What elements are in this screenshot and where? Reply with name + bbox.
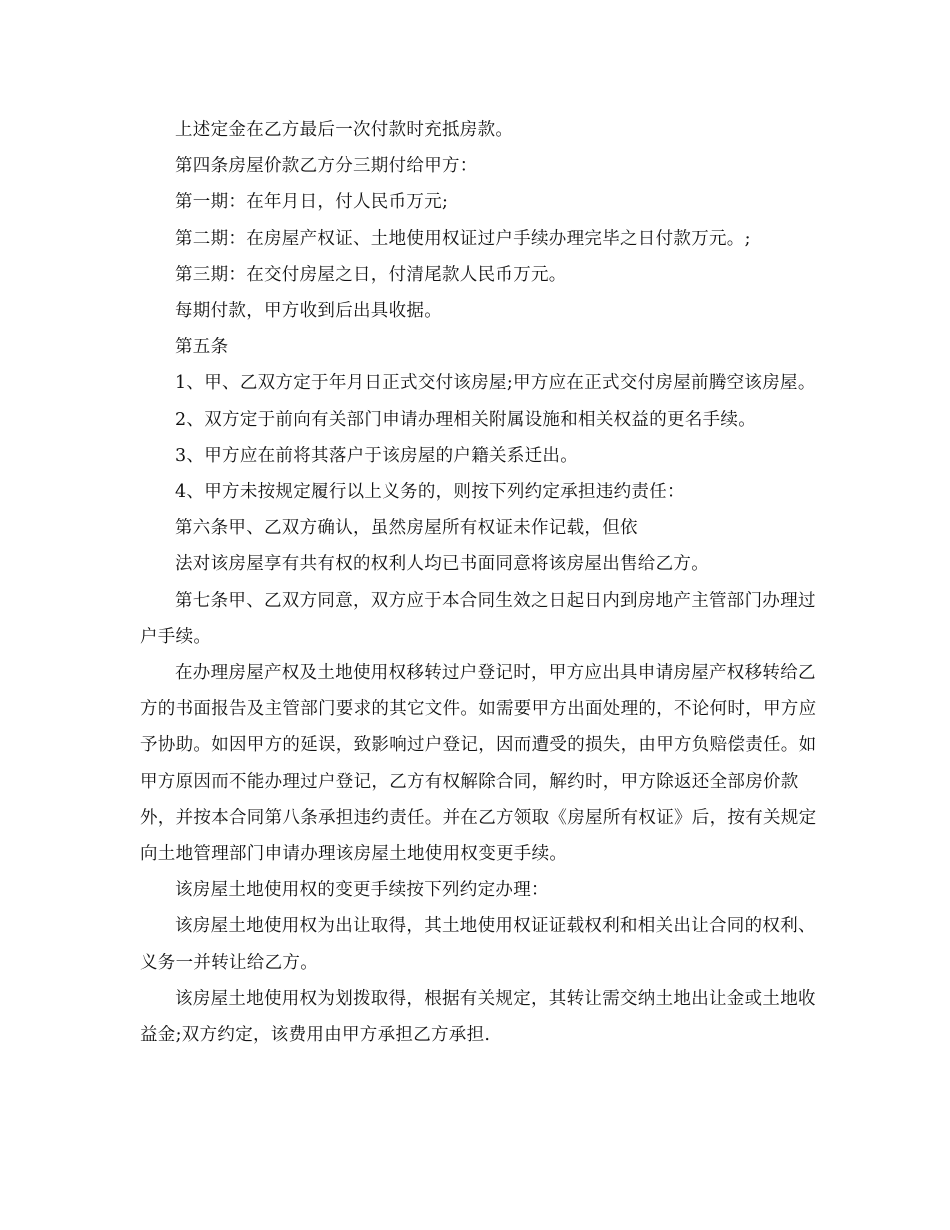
paragraph-installment-3: 第三期：在交付房屋之日，付清尾款人民币万元。	[175, 264, 567, 285]
paragraph-article-6-line-2: 法对该房屋享有共有权的权利人均已书面同意将该房屋出售给乙方。	[175, 554, 709, 575]
paragraph-deposit-offset: 上述定金在乙方最后一次付款时充抵房款。	[175, 120, 514, 140]
paragraph-article-4: 第四条房屋价款乙方分三期付给甲方：	[175, 156, 478, 177]
paragraph-installment-2: 第二期：在房屋产权证、土地使用权证过户手续办理完毕之日付款万元。;	[175, 228, 751, 249]
paragraph-article-5-item-1: 1、甲、乙双方定于年月日正式交付该房屋;甲方应在正式交付房屋前腾空该房屋。	[175, 373, 816, 394]
paragraph-article-5-item-4: 4、甲方未按规定履行以上义务的，则按下列约定承担违约责任：	[175, 482, 685, 503]
paragraph-receipt: 每期付款，甲方收到后出具收据。	[175, 301, 442, 322]
paragraph-article-5-item-2: 2、双方定于前向有关部门申请办理相关附属设施和相关权益的更名手续。	[175, 409, 757, 430]
paragraph-article-5-heading: 第五条	[175, 337, 229, 358]
paragraph-article-6-line-1: 第六条甲、乙双方确认，虽然房屋所有权证未作记载，但依	[175, 518, 638, 539]
paragraph-article-7: 第七条甲、乙双方同意，双方应于本合同生效之日起日内到房地产主管部门办理过户手续。	[140, 590, 816, 647]
paragraph-land-use-change: 该房屋土地使用权的变更手续按下列约定办理：	[175, 880, 549, 901]
paragraph-article-5-item-3: 3、甲方应在前将其落户于该房屋的户籍关系迁出。	[175, 445, 579, 466]
document-body	[140, 112, 820, 1053]
paragraph-transfer-registration: 在办理房屋产权及土地使用权移转过户登记时，甲方应出具申请房屋产权移转给乙方的书面报告及主管部门要求的其它文件。如需要甲方出面处理的，不论何时，甲方应予协助。如因甲方的延误，致影响过户登记，因而遭受的损失，由甲方负赔偿责任。如甲方原因而不能办理过户登记，乙方有权解除合同，解约时，甲方除返还全部房价款外，并按本合同第八条承担违约责任。并在乙方领取《房屋所有权证》后，按有关规定向土地管理部门申请办理该房屋土地使用权变更手续。	[140, 663, 817, 865]
paragraph-land-use-granted: 该房屋土地使用权为出让取得，其土地使用权证证载权利和相关出让合同的权利、义务一并转让给乙方。	[140, 916, 816, 973]
paragraph-installment-1: 第一期：在年月日，付人民币万元;	[175, 192, 449, 213]
paragraph-land-use-allocated: 该房屋土地使用权为划拨取得，根据有关规定，其转让需交纳土地出让金或土地收益金;双方约定，该费用由甲方承担乙方承担.	[140, 988, 816, 1046]
